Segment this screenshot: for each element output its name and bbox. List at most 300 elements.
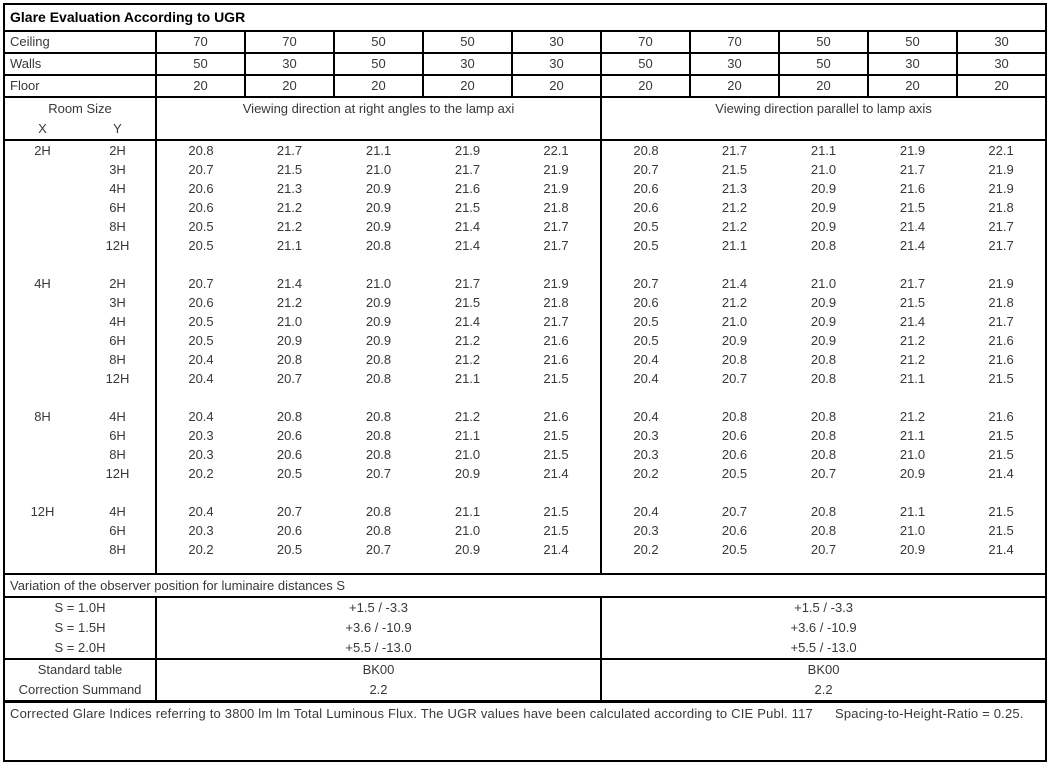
- spacer-row: [4, 483, 1046, 502]
- ugr-value-cell: 21.4: [454, 238, 481, 253]
- ugr-value-cell: 21.2: [899, 352, 926, 367]
- room-x-cell: [4, 198, 80, 217]
- ugr-value-cell: 21.2: [276, 295, 303, 310]
- ugr-value-cell: 21.3: [276, 181, 303, 196]
- ugr-value-cell: 20.8: [156, 140, 245, 160]
- spacer-row: [4, 255, 1046, 274]
- ugr-value-cell: 20.8: [721, 409, 748, 424]
- variation-title: Variation of the observer position for luminaire distances S: [4, 574, 1046, 597]
- footer-row: [4, 702, 1046, 762]
- ugr-value-cell: 20.6: [721, 447, 748, 462]
- standard-table-row: [4, 659, 1046, 680]
- spacer-row: [4, 388, 1046, 407]
- ugr-value-cell: 20.3: [156, 445, 245, 464]
- ugr-value-cell: 20.7: [365, 466, 392, 481]
- ugr-value-cell: 20.8: [365, 238, 392, 253]
- ugr-value-cell: 20.6: [601, 293, 690, 312]
- ugr-value-cell: 20.9: [810, 181, 837, 196]
- ugr-value-cell: 21.2: [721, 295, 748, 310]
- ugr-value-cell: 20.5: [276, 542, 303, 557]
- room-x-cell: [4, 445, 80, 464]
- room-x-cell: [4, 521, 80, 540]
- ugr-value-cell: 21.8: [543, 295, 569, 310]
- variation-row-s10: [4, 597, 1046, 618]
- ugr-value-cell: 21.4: [988, 466, 1014, 481]
- room-y-cell: 6H: [109, 428, 126, 443]
- room-x-cell: 8H: [34, 409, 51, 424]
- standard-table-right: BK00: [601, 659, 1046, 680]
- ugr-value-cell: 20.4: [601, 350, 690, 369]
- ugr-value-cell: 21.4: [454, 219, 481, 234]
- ugr-value-cell: 20.5: [156, 331, 245, 350]
- ugr-value-cell: 20.8: [365, 371, 392, 386]
- ugr-value-cell: 20.4: [156, 502, 245, 521]
- room-y-cell: 3H: [109, 295, 126, 310]
- surface-reflectance-section: [4, 31, 1046, 97]
- ugr-value-cell: 20.3: [601, 426, 690, 445]
- ugr-data-row: [4, 179, 1046, 198]
- s-label: S = 1.5H: [54, 620, 106, 635]
- ugr-value-cell: 20.5: [721, 466, 748, 481]
- s-label: S = 1.0H: [54, 600, 106, 615]
- ugr-value-cell: 21.4: [721, 276, 748, 291]
- room-x-cell: [4, 540, 80, 559]
- ugr-value-cell: 21.2: [899, 409, 926, 424]
- ugr-value-cell: 20.6: [156, 198, 245, 217]
- ugr-value-cell: 20.6: [601, 198, 690, 217]
- ugr-data-row: [4, 217, 1046, 236]
- room-x-cell: [4, 217, 80, 236]
- room-y-cell: 4H: [109, 504, 126, 519]
- header-section: [4, 97, 1046, 140]
- ugr-data-row: [4, 312, 1046, 331]
- variation-row-s15: [4, 618, 1046, 638]
- ugr-value-cell: 21.9: [543, 162, 569, 177]
- ugr-value-cell: 20.4: [156, 350, 245, 369]
- group-header-parallel: Viewing direction parallel to lamp axis: [601, 97, 1046, 140]
- ugr-data-row: [4, 274, 1046, 293]
- spacer-cell: [4, 483, 156, 502]
- spacer-cell: [156, 388, 601, 407]
- ugr-value-cell: 20.8: [721, 352, 748, 367]
- ugr-value-cell: 21.0: [365, 276, 392, 291]
- ugr-value-cell: 20.6: [276, 447, 303, 462]
- ugr-value-cell: 20.7: [721, 371, 748, 386]
- ugr-value-cell: 21.5: [899, 295, 926, 310]
- ugr-value-cell: 21.9: [988, 276, 1014, 291]
- ugr-values-section: [4, 140, 1046, 574]
- room-y-cell: 4H: [109, 181, 126, 196]
- ugr-value-cell: 21.2: [454, 352, 481, 367]
- ugr-data-row: [4, 369, 1046, 388]
- reflectance-value-cell: 50: [779, 53, 868, 75]
- surface-row: [4, 75, 1046, 97]
- s-value-right: +3.6 / -10.9: [601, 618, 1046, 638]
- header-row-1: [4, 97, 1046, 119]
- reflectance-value-cell: 20: [423, 75, 512, 97]
- ugr-value-cell: 21.5: [988, 371, 1014, 386]
- room-x-cell: [4, 293, 80, 312]
- ugr-value-cell: 20.9: [810, 219, 837, 234]
- room-x-cell: [4, 179, 80, 198]
- spacer-cell: [4, 388, 156, 407]
- ugr-value-cell: 21.6: [543, 333, 569, 348]
- correction-summand-row: [4, 680, 1046, 702]
- room-y-cell: 2H: [109, 143, 126, 158]
- ugr-value-cell: 21.1: [899, 504, 926, 519]
- ugr-value-cell: 21.1: [454, 504, 481, 519]
- reflectance-value-cell: 20: [868, 75, 957, 97]
- room-x-cell: [4, 160, 80, 179]
- ugr-value-cell: 21.2: [276, 219, 303, 234]
- ugr-value-cell: 20.3: [156, 426, 245, 445]
- ugr-data-row: [4, 426, 1046, 445]
- ugr-data-row: [4, 350, 1046, 369]
- reflectance-value-cell: 50: [156, 53, 245, 75]
- ugr-value-cell: 21.7: [276, 143, 303, 158]
- reflectance-value-cell: 50: [334, 31, 423, 53]
- ugr-value-cell: 21.1: [899, 428, 926, 443]
- ugr-value-cell: 20.7: [601, 274, 690, 293]
- ugr-value-cell: 21.0: [276, 314, 303, 329]
- ugr-value-cell: 20.8: [276, 352, 303, 367]
- ugr-value-cell: 20.9: [365, 200, 392, 215]
- ugr-value-cell: 20.6: [721, 428, 748, 443]
- surface-row: [4, 31, 1046, 53]
- s-value-left: +1.5 / -3.3: [156, 597, 601, 618]
- ugr-value-cell: 21.2: [899, 333, 926, 348]
- ugr-value-cell: 21.2: [454, 333, 481, 348]
- ugr-value-cell: 20.9: [454, 542, 481, 557]
- ugr-value-cell: 20.8: [601, 140, 690, 160]
- room-y-cell: 12H: [105, 238, 130, 253]
- correction-summand-right: 2.2: [601, 680, 1046, 702]
- ugr-value-cell: 20.9: [899, 466, 926, 481]
- ugr-data-row: [4, 502, 1046, 521]
- footer-note-text: Corrected Glare Indices referring to 3800 lm lm Total Luminous Flux. The UGR values have been calculated according to CIE Publ. 117: [10, 706, 813, 721]
- ugr-value-cell: 21.5: [899, 200, 926, 215]
- ugr-value-cell: 20.8: [810, 447, 837, 462]
- ugr-value-cell: 20.9: [365, 181, 392, 196]
- ugr-value-cell: 21.0: [810, 162, 837, 177]
- ugr-value-cell: 21.0: [810, 276, 837, 291]
- s-value-left: +5.5 / -13.0: [156, 638, 601, 659]
- ugr-value-cell: 21.9: [988, 162, 1014, 177]
- x-column-header: X: [4, 119, 80, 140]
- ugr-value-cell: 20.5: [601, 331, 690, 350]
- room-y-cell: 3H: [109, 162, 126, 177]
- s-label: S = 2.0H: [54, 640, 106, 655]
- ugr-value-cell: 20.8: [810, 428, 837, 443]
- correction-summand-label: Correction Summand: [18, 682, 142, 697]
- room-x-cell: 2H: [34, 143, 51, 158]
- reflectance-value-cell: 70: [245, 31, 334, 53]
- room-x-cell: [4, 312, 80, 331]
- ugr-value-cell: 21.0: [454, 523, 481, 538]
- ugr-value-cell: 21.5: [454, 295, 481, 310]
- ugr-value-cell: 20.8: [810, 371, 837, 386]
- ugr-value-cell: 20.8: [365, 504, 392, 519]
- ugr-value-cell: 20.5: [156, 312, 245, 331]
- ugr-value-cell: 21.1: [810, 143, 837, 158]
- room-y-cell: 6H: [109, 333, 126, 348]
- room-x-cell: [4, 369, 80, 388]
- reflectance-value-cell: 30: [957, 53, 1046, 75]
- room-y-cell: 2H: [109, 276, 126, 291]
- variation-row-s20: [4, 638, 1046, 659]
- ugr-value-cell: 20.6: [156, 179, 245, 198]
- standard-table-left: BK00: [156, 659, 601, 680]
- ugr-value-cell: 21.2: [454, 409, 481, 424]
- ugr-value-cell: 20.5: [721, 542, 748, 557]
- variation-title-row: [4, 574, 1046, 597]
- reflectance-value-cell: 30: [868, 53, 957, 75]
- ugr-value-cell: 21.7: [988, 238, 1014, 253]
- room-x-cell: [4, 331, 80, 350]
- ugr-value-cell: 21.1: [365, 143, 392, 158]
- footer-ratio-text: Spacing-to-Height-Ratio = 0.25.: [835, 706, 1024, 721]
- ugr-value-cell: 21.7: [721, 143, 748, 158]
- ugr-value-cell: 20.2: [156, 540, 245, 559]
- ugr-value-cell: 20.6: [601, 179, 690, 198]
- ugr-value-cell: 21.2: [721, 200, 748, 215]
- ugr-value-cell: 21.4: [543, 542, 569, 557]
- ugr-value-cell: 21.6: [988, 352, 1014, 367]
- ugr-value-cell: 21.4: [899, 219, 926, 234]
- ugr-value-cell: 21.1: [721, 238, 748, 253]
- ugr-value-cell: 21.1: [454, 371, 481, 386]
- spacer-cell: [156, 255, 601, 274]
- surface-row: [4, 53, 1046, 75]
- ugr-value-cell: 20.5: [276, 466, 303, 481]
- room-y-cell: 4H: [109, 314, 126, 329]
- ugr-value-cell: 20.6: [156, 293, 245, 312]
- reflectance-value-cell: 30: [690, 53, 779, 75]
- room-y-cell: 8H: [109, 447, 126, 462]
- ugr-value-cell: 21.5: [543, 523, 569, 538]
- s-value-right: +5.5 / -13.0: [601, 638, 1046, 659]
- ugr-value-cell: 21.0: [899, 447, 926, 462]
- ugr-value-cell: 21.6: [543, 409, 569, 424]
- ugr-value-cell: 20.7: [156, 160, 245, 179]
- ugr-value-cell: 21.5: [543, 447, 569, 462]
- ugr-value-cell: 20.4: [601, 502, 690, 521]
- spacer-cell: [4, 255, 156, 274]
- surface-label: Walls: [4, 53, 156, 75]
- group-header-right-angles: Viewing direction at right angles to the lamp axi: [156, 97, 601, 140]
- ugr-value-cell: 21.7: [988, 314, 1014, 329]
- ugr-value-cell: 21.7: [899, 276, 926, 291]
- reflectance-value-cell: 20: [334, 75, 423, 97]
- spacer-row: [4, 559, 1046, 574]
- reflectance-value-cell: 50: [334, 53, 423, 75]
- ugr-value-cell: 21.9: [899, 143, 926, 158]
- ugr-data-row: [4, 140, 1046, 160]
- ugr-data-row: [4, 293, 1046, 312]
- ugr-value-cell: 20.8: [365, 447, 392, 462]
- ugr-value-cell: 20.7: [276, 371, 303, 386]
- spacer-cell: [4, 559, 156, 574]
- ugr-value-cell: 20.7: [365, 542, 392, 557]
- ugr-value-cell: 20.8: [810, 352, 837, 367]
- reflectance-value-cell: 50: [868, 31, 957, 53]
- ugr-value-cell: 20.5: [601, 217, 690, 236]
- ugr-value-cell: 20.9: [365, 295, 392, 310]
- ugr-value-cell: 20.8: [365, 352, 392, 367]
- ugr-value-cell: 20.3: [156, 521, 245, 540]
- ugr-value-cell: 21.5: [454, 200, 481, 215]
- ugr-value-cell: 21.0: [721, 314, 748, 329]
- spacer-cell: [601, 483, 1046, 502]
- reflectance-value-cell: 30: [512, 53, 601, 75]
- ugr-value-cell: 20.8: [365, 428, 392, 443]
- ugr-value-cell: 21.2: [276, 200, 303, 215]
- room-x-cell: [4, 236, 80, 255]
- reflectance-value-cell: 20: [779, 75, 868, 97]
- spacer-cell: [156, 559, 601, 574]
- ugr-value-cell: 20.6: [276, 428, 303, 443]
- ugr-value-cell: 21.1: [454, 428, 481, 443]
- s-value-left: +3.6 / -10.9: [156, 618, 601, 638]
- ugr-data-row: [4, 331, 1046, 350]
- room-x-cell: 4H: [34, 276, 51, 291]
- ugr-glare-table: [3, 3, 1047, 762]
- ugr-value-cell: 21.6: [543, 352, 569, 367]
- ugr-value-cell: 20.5: [601, 312, 690, 331]
- ugr-value-cell: 21.0: [365, 162, 392, 177]
- room-x-cell: [4, 350, 80, 369]
- ugr-data-row: [4, 236, 1046, 255]
- ugr-value-cell: 20.4: [601, 407, 690, 426]
- spacer-cell: [156, 483, 601, 502]
- ugr-data-row: [4, 540, 1046, 559]
- ugr-value-cell: 20.9: [810, 333, 837, 348]
- ugr-data-row: [4, 464, 1046, 483]
- room-y-cell: 12H: [105, 371, 130, 386]
- ugr-value-cell: 21.0: [454, 447, 481, 462]
- ugr-value-cell: 20.8: [810, 504, 837, 519]
- ugr-value-cell: 21.0: [899, 523, 926, 538]
- reflectance-value-cell: 70: [690, 31, 779, 53]
- ugr-value-cell: 20.2: [156, 464, 245, 483]
- ugr-value-cell: 21.7: [454, 162, 481, 177]
- ugr-data-row: [4, 521, 1046, 540]
- ugr-value-cell: 21.4: [899, 314, 926, 329]
- ugr-value-cell: 21.7: [543, 314, 569, 329]
- spacer-cell: [601, 559, 1046, 574]
- ugr-value-cell: 20.5: [601, 236, 690, 255]
- ugr-value-cell: 20.8: [365, 523, 392, 538]
- room-y-cell: 8H: [109, 219, 126, 234]
- ugr-value-cell: 21.7: [988, 219, 1014, 234]
- ugr-value-cell: 20.9: [276, 333, 303, 348]
- ugr-value-cell: 22.1: [543, 143, 569, 158]
- reflectance-value-cell: 70: [601, 31, 690, 53]
- ugr-value-cell: 21.4: [543, 466, 569, 481]
- ugr-data-row: [4, 160, 1046, 179]
- ugr-value-cell: 21.9: [543, 181, 569, 196]
- ugr-value-cell: 21.4: [988, 542, 1014, 557]
- ugr-value-cell: 20.9: [810, 295, 837, 310]
- reflectance-value-cell: 30: [245, 53, 334, 75]
- ugr-value-cell: 20.9: [810, 314, 837, 329]
- reflectance-value-cell: 30: [512, 31, 601, 53]
- room-y-cell: 4H: [109, 409, 126, 424]
- ugr-value-cell: 21.8: [988, 200, 1014, 215]
- ugr-value-cell: 21.8: [543, 200, 569, 215]
- spacer-cell: [601, 388, 1046, 407]
- reflectance-value-cell: 20: [512, 75, 601, 97]
- reflectance-value-cell: 20: [957, 75, 1046, 97]
- ugr-value-cell: 20.9: [365, 219, 392, 234]
- ugr-value-cell: 21.5: [988, 523, 1014, 538]
- page-title: Glare Evaluation According to UGR: [4, 4, 1046, 31]
- ugr-value-cell: 20.2: [601, 464, 690, 483]
- ugr-value-cell: 20.7: [276, 504, 303, 519]
- ugr-value-cell: 21.9: [988, 181, 1014, 196]
- ugr-value-cell: 21.5: [721, 162, 748, 177]
- ugr-value-cell: 20.8: [365, 409, 392, 424]
- ugr-value-cell: 21.4: [454, 314, 481, 329]
- ugr-value-cell: 21.6: [899, 181, 926, 196]
- reflectance-value-cell: 20: [245, 75, 334, 97]
- ugr-value-cell: 21.5: [988, 428, 1014, 443]
- room-y-cell: 6H: [109, 200, 126, 215]
- correction-summand-left: 2.2: [156, 680, 601, 702]
- ugr-value-cell: 20.7: [601, 160, 690, 179]
- ugr-data-row: [4, 407, 1046, 426]
- ugr-value-cell: 20.9: [899, 542, 926, 557]
- ugr-value-cell: 21.4: [276, 276, 303, 291]
- room-y-cell: 6H: [109, 523, 126, 538]
- ugr-value-cell: 21.9: [454, 143, 481, 158]
- ugr-value-cell: 20.3: [601, 445, 690, 464]
- ugr-value-cell: 20.2: [601, 540, 690, 559]
- ugr-value-cell: 20.8: [276, 409, 303, 424]
- ugr-value-cell: 20.6: [276, 523, 303, 538]
- ugr-value-cell: 20.6: [721, 523, 748, 538]
- room-size-header: Room Size: [48, 101, 112, 116]
- ugr-value-cell: 20.9: [721, 333, 748, 348]
- room-y-cell: 8H: [109, 542, 126, 557]
- ugr-value-cell: 21.5: [988, 504, 1014, 519]
- room-x-cell: [4, 464, 80, 483]
- ugr-value-cell: 21.6: [988, 333, 1014, 348]
- ugr-value-cell: 20.5: [156, 217, 245, 236]
- ugr-value-cell: 20.8: [810, 238, 837, 253]
- ugr-value-cell: 21.5: [276, 162, 303, 177]
- ugr-data-row: [4, 198, 1046, 217]
- ugr-value-cell: 21.1: [899, 371, 926, 386]
- surface-label: Floor: [4, 75, 156, 97]
- ugr-value-cell: 21.9: [543, 276, 569, 291]
- room-x-cell: [4, 426, 80, 445]
- ugr-value-cell: 21.5: [543, 428, 569, 443]
- reflectance-value-cell: 50: [779, 31, 868, 53]
- ugr-value-cell: 20.4: [156, 369, 245, 388]
- ugr-value-cell: 20.7: [810, 542, 837, 557]
- ugr-value-cell: 20.7: [810, 466, 837, 481]
- ugr-value-cell: 21.6: [988, 409, 1014, 424]
- reflectance-value-cell: 20: [601, 75, 690, 97]
- reflectance-value-cell: 20: [156, 75, 245, 97]
- standard-table-label: Standard table: [4, 659, 156, 680]
- ugr-value-cell: 21.5: [543, 504, 569, 519]
- spacer-cell: [601, 255, 1046, 274]
- ugr-value-cell: 22.1: [988, 143, 1014, 158]
- reflectance-value-cell: 50: [423, 31, 512, 53]
- ugr-value-cell: 21.4: [899, 238, 926, 253]
